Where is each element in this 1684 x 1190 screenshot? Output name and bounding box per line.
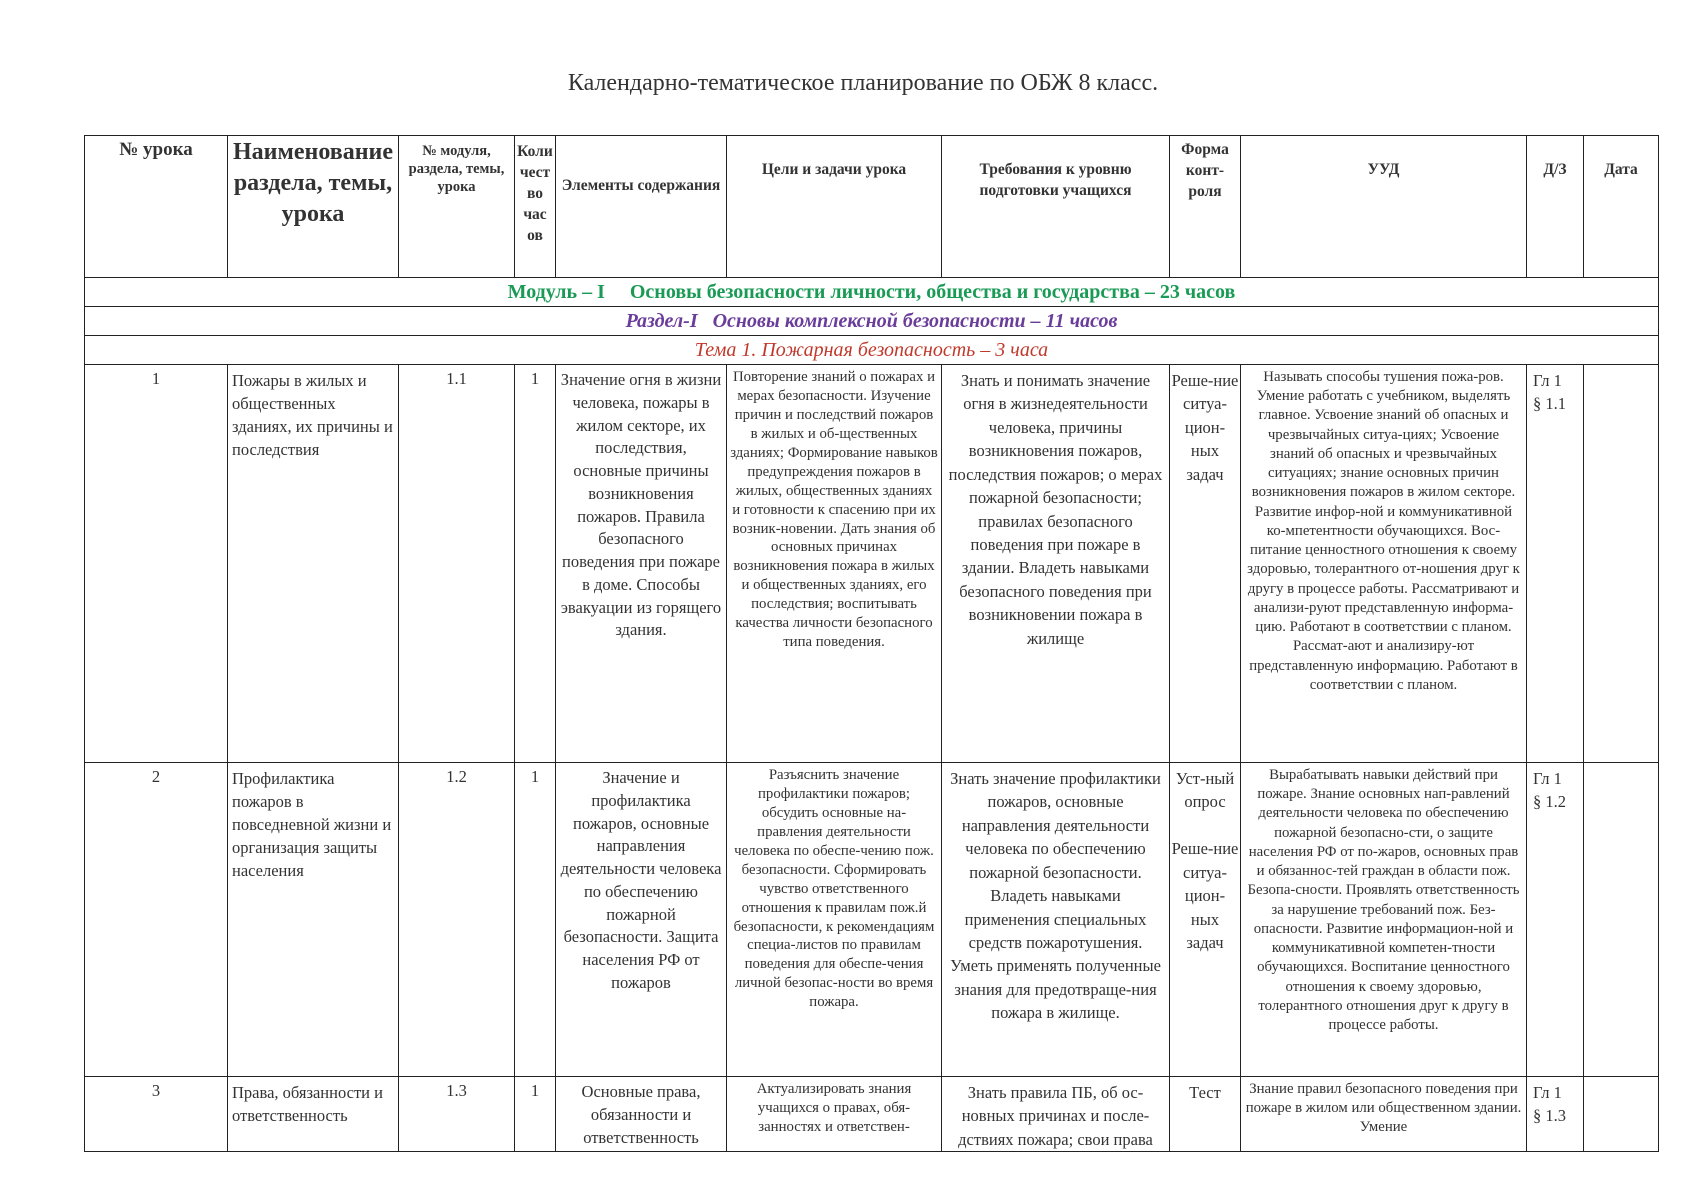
lesson-name: Пожары в жилых и общественных зданиях, их причины и последствия <box>228 365 399 763</box>
lesson-num: 2 <box>85 763 228 1077</box>
header-goals: Цели и задачи урока <box>727 136 942 278</box>
lesson-control: Реше-ние ситуа-цион-ных задач <box>1170 365 1241 763</box>
lesson-date <box>1584 763 1659 1077</box>
header-hours: Коли чест во час ов <box>515 136 556 278</box>
table-row <box>85 763 1659 1077</box>
lesson-goals: Актуализировать знания учащихся о правах, обя-занностях и ответствен- <box>727 1077 942 1152</box>
lesson-module: 1.1 <box>399 365 515 763</box>
module-band: Модуль – I Основы безопасности личности, общества и государства – 23 часов <box>85 278 1659 307</box>
header-homework: Д/З <box>1527 136 1584 278</box>
lesson-num: 3 <box>85 1077 228 1152</box>
page-title: Календарно-тематическое планирование по ОБЖ 8 класс. <box>567 70 1159 96</box>
planning-table <box>84 135 1659 1152</box>
header-requirements: Требования к уровню подготовки учащихся <box>942 136 1170 278</box>
header-lesson-num: № урока <box>85 136 228 278</box>
header-elements: Элементы содержания <box>556 136 727 278</box>
lesson-name: Профилактика пожаров в повседневной жизни и организация защиты населения <box>228 763 399 1077</box>
lesson-uud: Называть способы тушения пожа-ров. Умение работать с учебником, выделять главное. Усвоение знаний об опасных и чрезвычайных ситуа-циях; Усвоение знаний об опасных и чрезвычайных ситуациях; знание основных причин возникновения пожаров в жилом секторе. Развитие инфор-ной и коммуникативной ко-мпетентности обучающихся. Вос-питание ценностного отношения к своему здоровью, толерантного от-ношения друг к другу в процессе работы. Рассматривают и анализи-руют представленную информа-цию. Работают в соответствии с планом. Рассмат-ают и анализиру-ют представленную информацию. Работают в соответствии с планом. <box>1241 365 1527 763</box>
header-row <box>85 136 1659 278</box>
header-date: Дата <box>1584 136 1659 278</box>
module-band-row <box>85 278 1659 307</box>
header-name: Наименование раздела, темы, урока <box>228 136 399 278</box>
lesson-hours: 1 <box>515 1077 556 1152</box>
lesson-uud: Знание правил безопасного поведения при пожаре в жилом или общественном здании. Умение <box>1241 1077 1527 1152</box>
section-band-row <box>85 307 1659 336</box>
lesson-elements: Значение и профилактика пожаров, основные направления деятельности человека по обеспечению пожарной безопасности. Защита населения РФ от пожаров <box>556 763 727 1077</box>
lesson-requirements: Знать правила ПБ, об ос-новных причинах и после-дствиях пожара; свои права <box>942 1077 1170 1152</box>
lesson-homework: Гл 1 § 1.3 <box>1527 1077 1584 1152</box>
topic-band-row <box>85 336 1659 365</box>
lesson-goals: Разъяснить значение профилактики пожаров; обсудить основные на-правления деятельности человека по обеспе-чению пож. безопасности. Сформировать чувство ответственного отношения к правилам пож.й безопасности, к рекомендациям специа-листов по правилам поведения для обеспе-чения личной безопас-ности во время пожара. <box>727 763 942 1077</box>
table-row <box>85 365 1659 763</box>
header-module-num: № модуля, раздела, темы, урока <box>399 136 515 278</box>
lesson-name: Права, обязанности и ответственность <box>228 1077 399 1152</box>
lesson-module: 1.2 <box>399 763 515 1077</box>
lesson-requirements: Знать значение профилактики пожаров, основные направления деятельности человека по обеспечению пожарной безопасности. Владеть навыками применения специальных средств пожаротушения. Уметь применять полученные знания для предотвраще-ния пожара в жилище. <box>942 763 1170 1077</box>
topic-band: Тема 1. Пожарная безопасность – 3 часа <box>85 336 1659 365</box>
header-uud: УУД <box>1241 136 1527 278</box>
lesson-elements: Основные права, обязанности и ответственность <box>556 1077 727 1152</box>
lesson-date <box>1584 1077 1659 1152</box>
lesson-hours: 1 <box>515 365 556 763</box>
lesson-control: Тест <box>1170 1077 1241 1152</box>
lesson-requirements: Знать и понимать значение огня в жизнедеятельности человека, причины возникновения пожаров, последствия пожаров; о мерах пожарной безопасности; правилах безопасного поведения при пожаре в здании. Владеть навыками безопасного поведения при возникновении пожара в жилище <box>942 365 1170 763</box>
lesson-date <box>1584 365 1659 763</box>
lesson-goals: Повторение знаний о пожарах и мерах безопасности. Изучение причин и последствий пожаров в жилых и об-щественных зданиях; Формирование навыков предупреждения пожаров в жилых, общественных зданиях и готовности к спасению при их возник-новении. Дать знания об основных причинах возникновения пожара в жилых и общественных зданиях, его последствия; воспитывать качества личности безопасного типа поведения. <box>727 365 942 763</box>
lesson-elements: Значение огня в жизни человека, пожары в жилом секторе, их последствия, основные причины возникновения пожаров. Правила безопасного поведения при пожаре в доме. Способы эвакуации из горящего здания. <box>556 365 727 763</box>
section-band: Раздел-I Основы комплексной безопасности – 11 часов <box>85 307 1659 336</box>
table-row <box>85 1077 1659 1152</box>
lesson-homework: Гл 1 § 1.1 <box>1527 365 1584 763</box>
lesson-uud: Вырабатывать навыки действий при пожаре. Знание основных нап-равлений деятельности человека по обеспечению пожарной безопасно-сти, о защите населения РФ от по-жаров, основных прав и обязаннос-тей граждан в области пож. Безопа-сности. Проявлять ответственность за нарушение требований пож. Без-опасности. Развитие информацион-ной и коммуникативной компетен-тности обучающихся. Воспитание ценностного отношения к своему здоровью, толерантного отношения друг к другу в процессе работы. <box>1241 763 1527 1077</box>
lesson-control: Уст-ный опрос Реше-ние ситуа-цион-ных задач <box>1170 763 1241 1077</box>
header-control-form: Форма конт-роля <box>1170 136 1241 278</box>
lesson-homework: Гл 1 § 1.2 <box>1527 763 1584 1077</box>
lesson-hours: 1 <box>515 763 556 1077</box>
lesson-module: 1.3 <box>399 1077 515 1152</box>
lesson-num: 1 <box>85 365 228 763</box>
